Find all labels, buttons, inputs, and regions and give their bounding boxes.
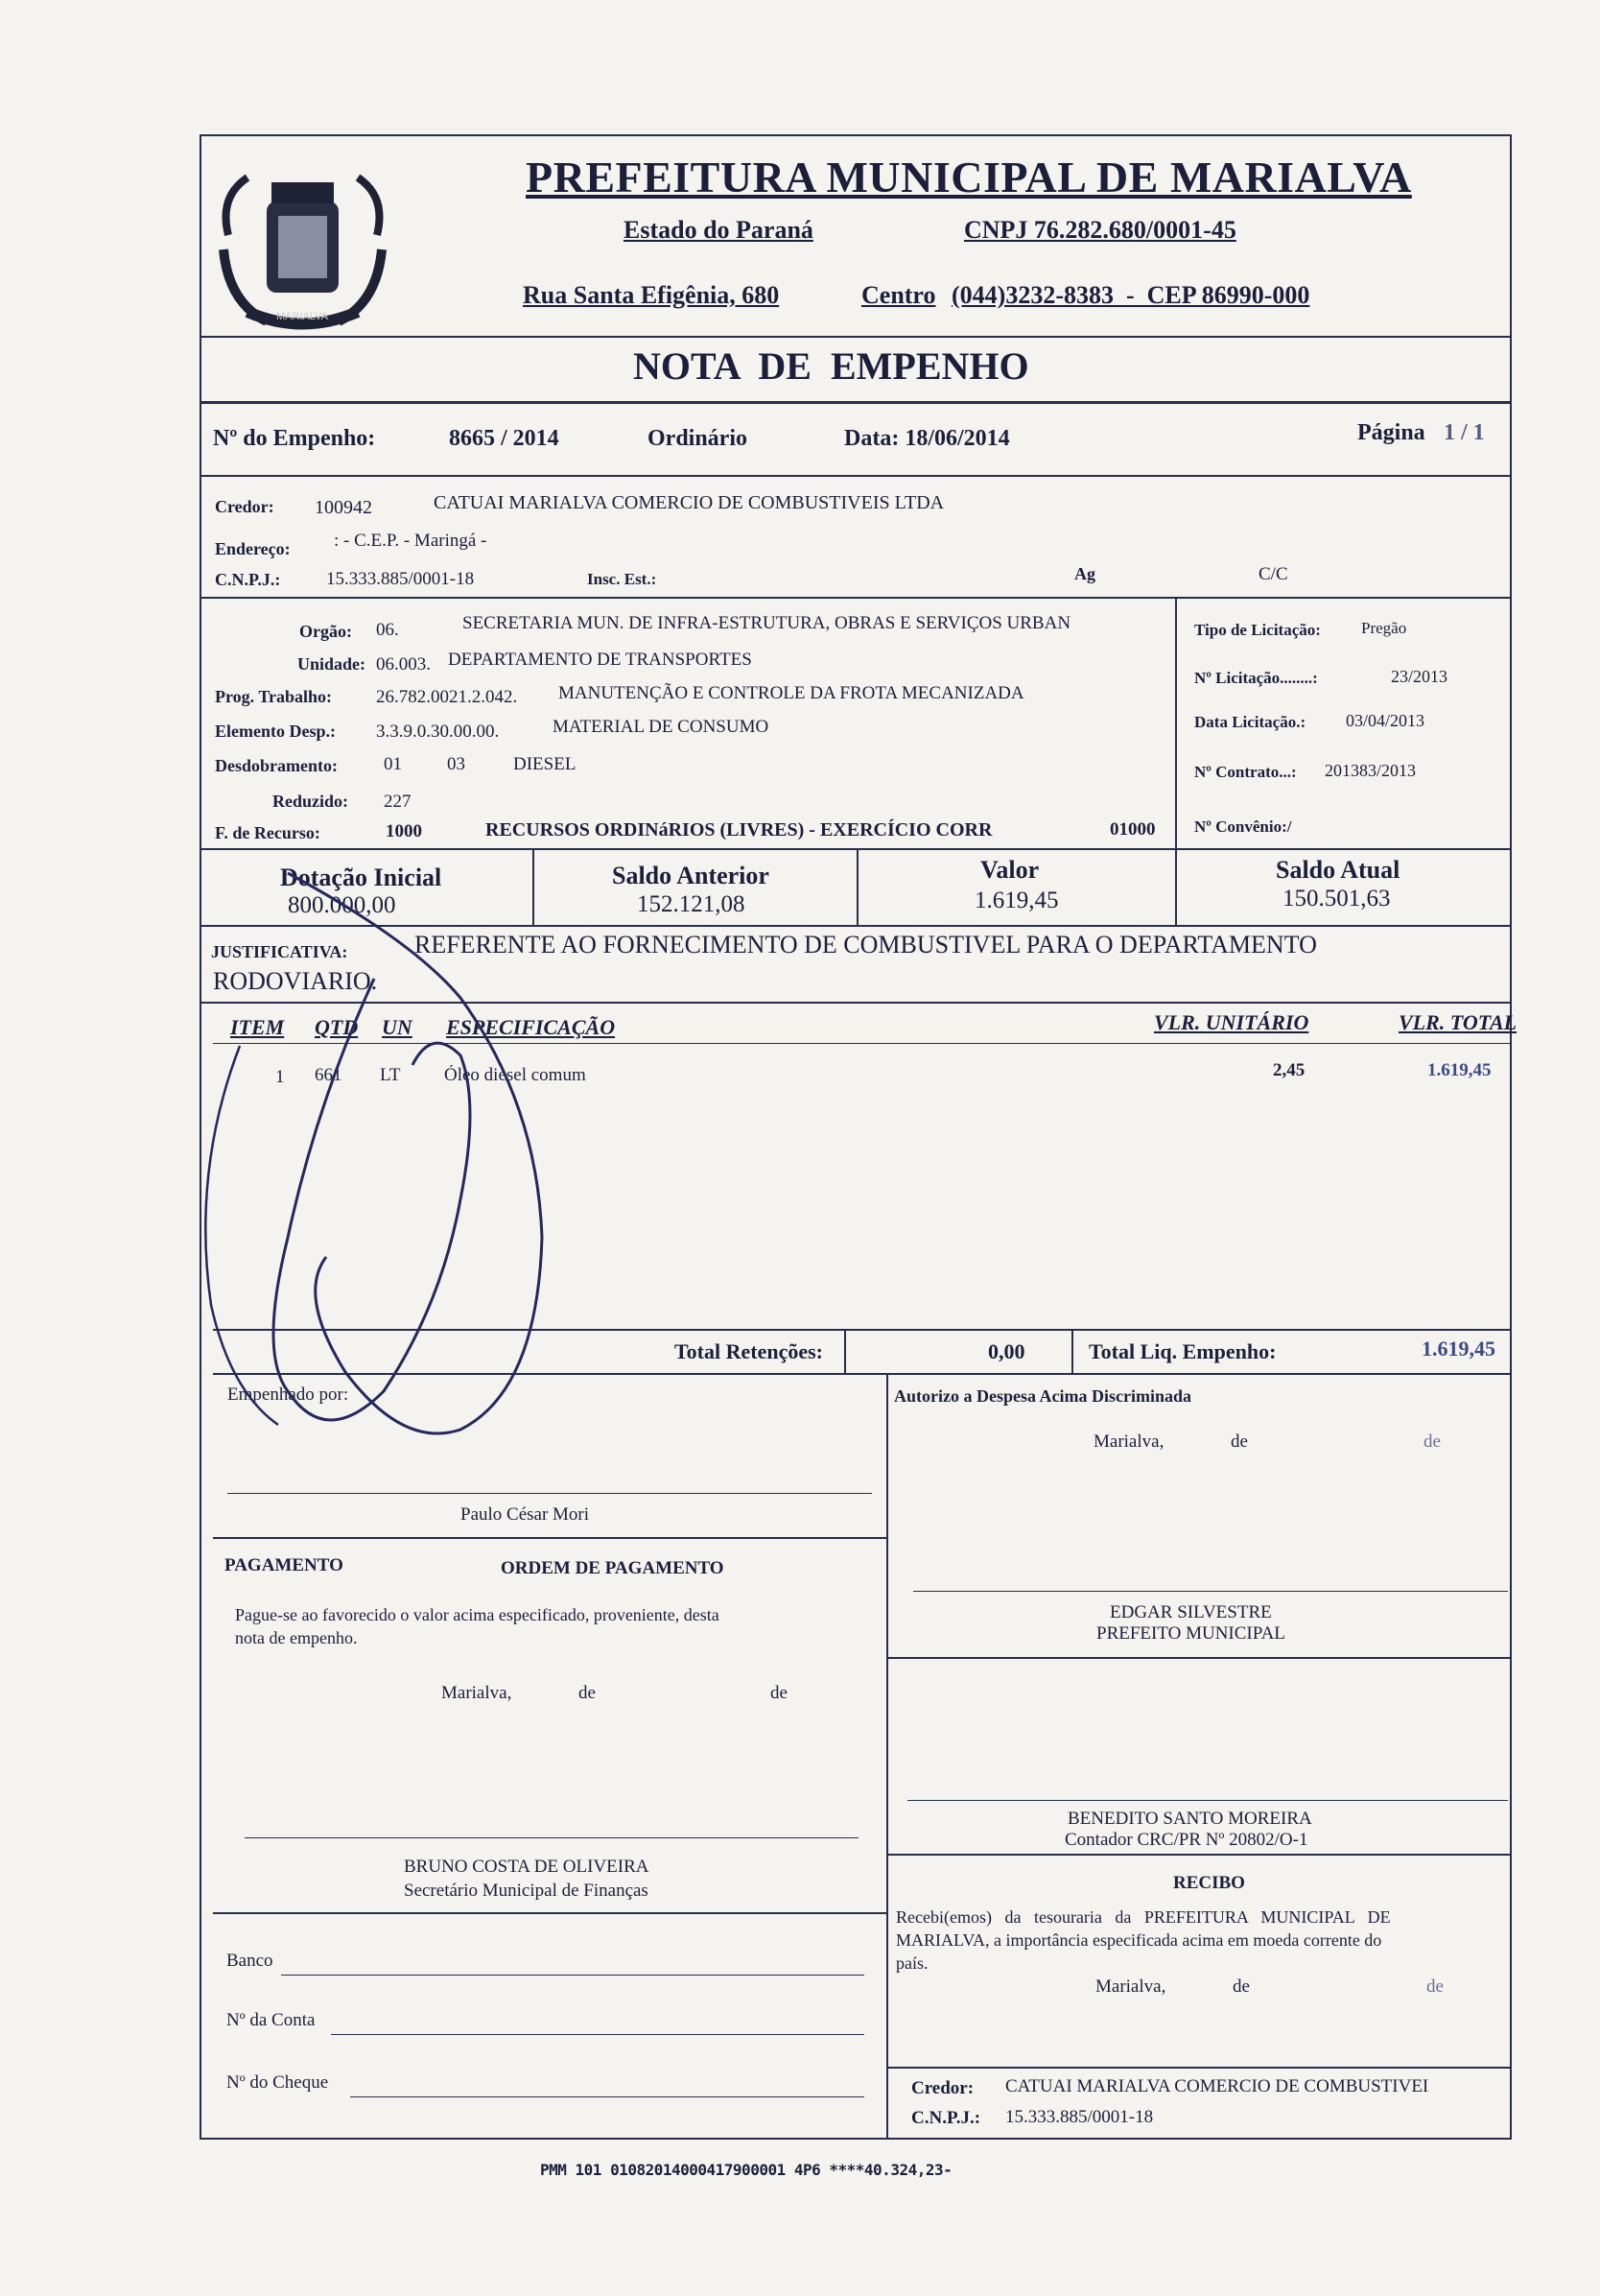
orgao-desc: SECRETARIA MUN. DE INFRA-ESTRUTURA, OBRAS E SERVIÇOS URBAN — [462, 613, 1071, 633]
rec-code: 1000 — [386, 821, 422, 841]
place-2: Marialva, — [441, 1683, 512, 1703]
page-label: Página — [1357, 420, 1425, 445]
row-un: LT — [380, 1065, 401, 1085]
doc-title: NOTA DE EMPENHO — [633, 344, 1029, 388]
empenho-num-value: 8665 / 2014 — [449, 426, 559, 451]
valor-label: Valor — [980, 856, 1040, 884]
saldo-atual-value: 150.501,63 — [1282, 886, 1391, 911]
rule — [886, 2067, 1512, 2069]
signature-line — [913, 1591, 1508, 1592]
rule — [200, 336, 1512, 338]
place-3: Marialva, — [1095, 1976, 1166, 1997]
col-esp: ESPECIFICAÇÃO — [446, 1015, 616, 1039]
banco-label: Banco — [226, 1951, 273, 1971]
row-item: 1 — [275, 1067, 285, 1087]
recibo-title: RECIBO — [1173, 1873, 1245, 1893]
col-qtd: QTD — [315, 1015, 359, 1039]
recibo-line1: Recebi(emos) da tesouraria da PREFEITURA MUNICIPAL DE — [896, 1907, 1391, 1927]
de-3b: de — [1426, 1976, 1444, 1997]
elem-label: Elemento Desp.: — [215, 722, 336, 741]
ordem-label: ORDEM DE PAGAMENTO — [501, 1558, 724, 1578]
unidade-desc: DEPARTAMENTO DE TRANSPORTES — [448, 650, 752, 670]
header-phone-cep: (044)3232-8383 - CEP 86990-000 — [952, 281, 1310, 309]
prefeito-role: PREFEITO MUNICIPAL — [1096, 1623, 1285, 1644]
prefeito-name: EDGAR SILVESTRE — [1110, 1602, 1272, 1622]
prog-desc: MANUTENÇÃO E CONTROLE DA FROTA MECANIZADA — [558, 683, 1024, 703]
credor-footer-label: Credor: — [911, 2078, 975, 2098]
tipo-licitacao-label: Tipo de Licitação: — [1194, 621, 1321, 639]
de-1: de — [1231, 1432, 1248, 1452]
valor-value: 1.619,45 — [975, 888, 1059, 913]
header-state: Estado do Paraná — [624, 216, 813, 244]
prog-code: 26.782.0021.2.042. — [376, 687, 518, 707]
saldo-anterior-label: Saldo Anterior — [612, 862, 769, 889]
empenho-num-label: Nº do Empenho: — [213, 426, 376, 451]
rec-desc: RECURSOS ORDINáRIOS (LIVRES) - EXERCÍCIO CORR — [485, 819, 993, 840]
cheque-line[interactable] — [350, 2096, 864, 2097]
de-2: de — [578, 1683, 596, 1703]
num-licitacao-label: Nº Licitação........: — [1194, 669, 1318, 687]
liq-label: Total Liq. Empenho: — [1089, 1339, 1277, 1363]
cheque-label: Nº do Cheque — [226, 2072, 329, 2093]
row-vu: 2,45 — [1273, 1060, 1306, 1080]
secretario-role: Secretário Municipal de Finanças — [404, 1881, 648, 1901]
address-label: Endereço: — [215, 539, 291, 558]
footer-code: PMM 101 01082014000417900001 4P6 ****40.324,23- — [540, 2161, 953, 2179]
vertical-divider — [1071, 1329, 1073, 1373]
data-licitacao-label: Data Licitação.: — [1194, 713, 1306, 731]
vertical-divider — [844, 1329, 846, 1373]
unidade-label: Unidade: — [297, 654, 366, 674]
vertical-divider — [886, 1373, 888, 2140]
num-licitacao-value: 23/2013 — [1391, 667, 1448, 686]
saldo-anterior-value: 152.121,08 — [637, 891, 745, 917]
cnpj-value: 15.333.885/0001-18 — [326, 569, 475, 589]
contrato-value: 201383/2013 — [1325, 761, 1417, 780]
conta-label: Nº da Conta — [226, 2010, 316, 2030]
seal-text: MARIALVA — [276, 311, 328, 322]
contador-role: Contador CRC/PR Nº 20802/O-1 — [1065, 1830, 1308, 1850]
orgao-label: Orgão: — [299, 622, 352, 641]
rule — [200, 597, 1512, 599]
data-licitacao-value: 03/04/2013 — [1346, 711, 1425, 730]
rule — [200, 848, 1512, 850]
rule — [886, 1657, 1512, 1659]
cnpj-footer-label: C.N.P.J.: — [911, 2108, 981, 2128]
rec-label: F. de Recurso: — [215, 823, 320, 842]
de-2b: de — [770, 1683, 788, 1703]
recibo-line2: MARIALVA, a importância especificada acima em moeda corrente do — [896, 1930, 1382, 1950]
header-title: PREFEITURA MUNICIPAL DE MARIALVA — [526, 153, 1412, 201]
place-1: Marialva, — [1094, 1432, 1165, 1452]
elem-desc: MATERIAL DE CONSUMO — [553, 717, 769, 737]
pague-line1: Pague-se ao favorecido o valor acima especificado, proveniente, desta — [235, 1605, 719, 1624]
row-qtd: 661 — [315, 1065, 342, 1085]
row-vt: 1.619,45 — [1427, 1060, 1492, 1080]
secretario-name: BRUNO COSTA DE OLIVEIRA — [404, 1857, 649, 1877]
col-vu: VLR. UNITÁRIO — [1154, 1010, 1309, 1034]
tipo-licitacao-value: Pregão — [1361, 619, 1407, 637]
rule — [213, 1537, 886, 1539]
convenio-label: Nº Convênio:/ — [1194, 817, 1292, 836]
city-seal — [209, 158, 396, 341]
address-value: : - C.E.P. - Maringá - — [334, 531, 487, 551]
header-district: Centro — [861, 281, 936, 309]
cnpj-label: C.N.P.J.: — [215, 570, 281, 589]
rec-num: 01000 — [1110, 819, 1156, 840]
justificativa-label: JUSTIFICATIVA: — [211, 942, 348, 961]
retencoes-label: Total Retenções: — [674, 1339, 823, 1363]
handwritten-signature — [173, 854, 671, 1506]
recibo-line3: país. — [896, 1953, 929, 1973]
de-1b: de — [1424, 1432, 1441, 1452]
rule — [200, 401, 1512, 404]
col-item: ITEM — [230, 1015, 285, 1039]
signature-line — [907, 1800, 1508, 1801]
rule — [213, 1912, 886, 1914]
col-vt: VLR. TOTAL — [1399, 1010, 1518, 1034]
justificativa-line1: REFERENTE AO FORNECIMENTO DE COMBUSTIVEL PARA O DEPARTAMENTO — [414, 931, 1317, 959]
empenho-type: Ordinário — [647, 426, 748, 451]
credor-footer-name: CATUAI MARIALVA COMERCIO DE COMBUSTIVEI — [1005, 2076, 1429, 2096]
pague-line2: nota de empenho. — [235, 1628, 358, 1647]
rule — [886, 1854, 1512, 1856]
de-3: de — [1233, 1976, 1250, 1997]
red-value: 227 — [384, 792, 412, 812]
saldo-atual-label: Saldo Atual — [1276, 856, 1400, 884]
vertical-divider — [857, 848, 859, 925]
contrato-label: Nº Contrato...: — [1194, 763, 1297, 781]
vertical-divider — [1175, 597, 1177, 848]
row-esp: Óleo diesel comum — [444, 1065, 586, 1085]
credor-label: Credor: — [215, 497, 274, 516]
contador-name: BENEDITO SANTO MOREIRA — [1068, 1809, 1312, 1829]
liq-value: 1.619,45 — [1422, 1337, 1495, 1361]
header-street: Rua Santa Efigênia, 680 — [523, 281, 780, 309]
dotacao-value: 800.000,00 — [288, 892, 396, 918]
elem-code: 3.3.9.0.30.00.00. — [376, 722, 500, 742]
justificativa-line2: RODOVIARIO. — [213, 967, 378, 995]
desd-desc: DIESEL — [513, 754, 576, 774]
cnpj-footer-value: 15.333.885/0001-18 — [1005, 2107, 1154, 2127]
prog-label: Prog. Trabalho: — [215, 687, 333, 706]
dotacao-label: Dotação Inicial — [280, 864, 442, 891]
conta-line[interactable] — [331, 2034, 864, 2035]
autorizo-text: Autorizo a Despesa Acima Discriminada — [894, 1386, 1191, 1406]
desd-label: Desdobramento: — [215, 756, 338, 775]
desd-code2: 03 — [447, 754, 465, 774]
vertical-divider — [1175, 848, 1177, 925]
red-label: Reduzido: — [272, 792, 349, 811]
credor-name: CATUAI MARIALVA COMERCIO DE COMBUSTIVEIS LTDA — [434, 492, 945, 513]
cc-label: C/C — [1259, 564, 1288, 584]
ag-label: Ag — [1074, 564, 1095, 583]
empenhado-label: Empenhado por: — [227, 1385, 349, 1405]
orgao-code: 06. — [376, 620, 399, 640]
retencoes-value: 0,00 — [988, 1339, 1025, 1363]
insc-label: Insc. Est.: — [587, 570, 657, 588]
header-cnpj: CNPJ 76.282.680/0001-45 — [964, 216, 1236, 244]
rule — [200, 475, 1512, 477]
banco-line[interactable] — [281, 1975, 864, 1976]
empenho-date: Data: 18/06/2014 — [844, 426, 1010, 451]
signature-line — [245, 1837, 859, 1838]
empenhado-name: Paulo César Mori — [460, 1504, 590, 1525]
page-value: 1 / 1 — [1444, 420, 1485, 445]
credor-code: 100942 — [315, 497, 372, 518]
pagamento-label: PAGAMENTO — [224, 1555, 343, 1575]
unidade-code: 06.003. — [376, 654, 431, 675]
desd-code1: 01 — [384, 754, 402, 774]
col-un: UN — [382, 1015, 412, 1039]
